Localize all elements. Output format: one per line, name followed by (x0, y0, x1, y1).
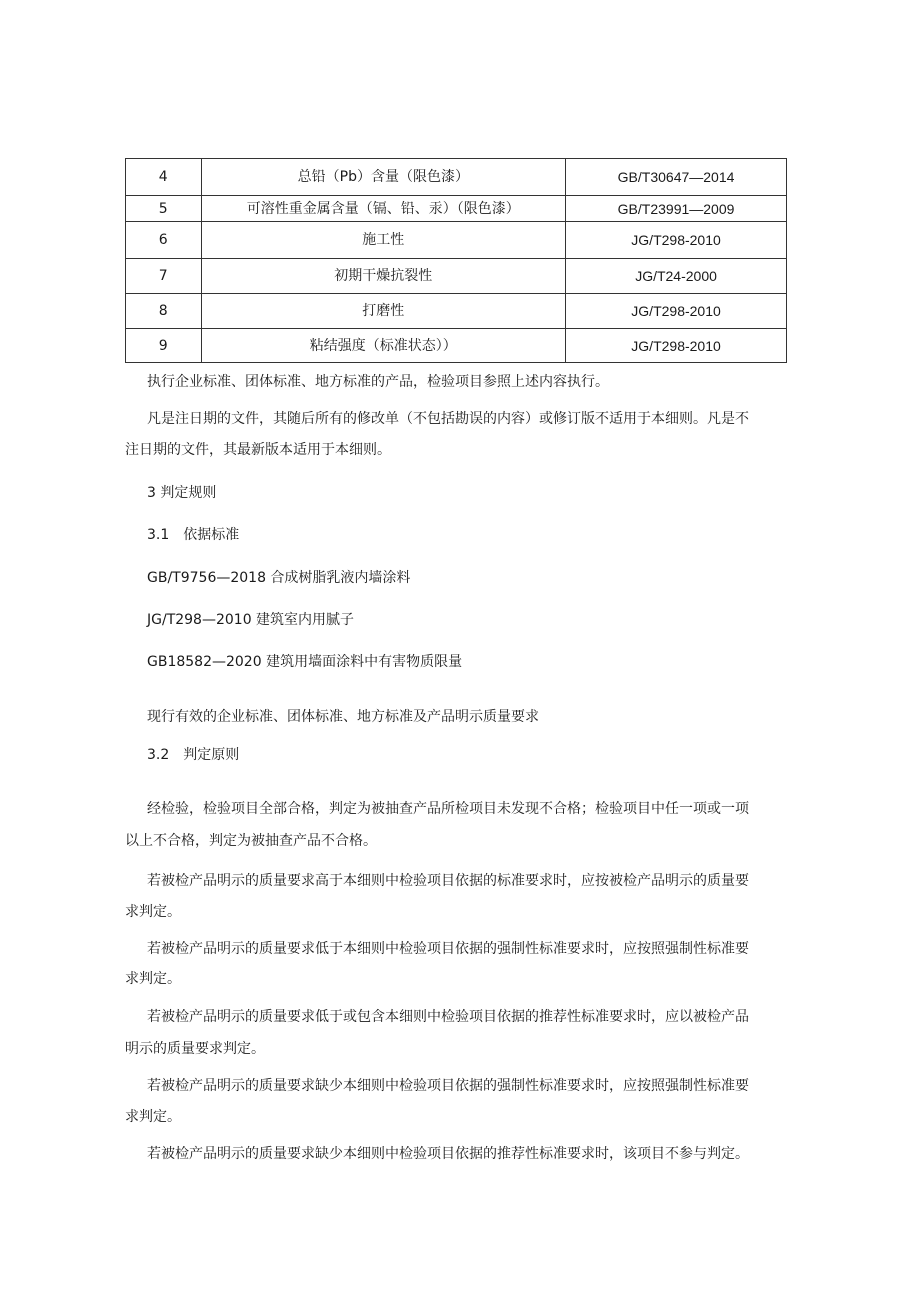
item-name: 施工性 (201, 222, 566, 259)
standard-reference: GB/T9756—2018 合成树脂乳液内墙涂料 (147, 570, 411, 586)
table-row (126, 259, 787, 294)
rule-line: 若被检产品明示的质量要求高于本细则中检验项目依据的标准要求时，应按被检产品明示的质量要 (147, 873, 749, 889)
row-number: 7 (126, 259, 202, 294)
standard-code: JG/T298-2010 (566, 329, 787, 363)
standard-reference: GB18582—2020 建筑用墙面涂料中有害物质限量 (147, 654, 463, 670)
table-row (126, 159, 787, 196)
item-name: 可溶性重金属含量（镉、铅、汞）（限色漆） (201, 196, 566, 222)
rule-line: 明示的质量要求判定。 (125, 1041, 265, 1057)
rule-line: 经检验，检验项目全部合格，判定为被抽查产品所检项目未发现不合格；检验项目中任一项或一项 (147, 801, 749, 817)
standard-code: JG/T24-2000 (566, 259, 787, 294)
item-name: 总铅（Pb）含量（限色漆） (201, 159, 566, 196)
rule-line: 求判定。 (125, 971, 181, 987)
item-name: 打磨性 (201, 294, 566, 329)
item-name: 粘结强度（标准状态）） (201, 329, 566, 363)
note-paragraph-line: 凡是注日期的文件，其随后所有的修改单（不包括勘误的内容）或修订版不适用于本细则。凡是不 (147, 411, 749, 427)
note-paragraph: 执行企业标准、团体标准、地方标准的产品，检验项目参照上述内容执行。 (147, 374, 609, 390)
note-paragraph-line: 注日期的文件，其最新版本适用于本细则。 (125, 442, 391, 458)
standard-code: JG/T298-2010 (566, 294, 787, 329)
rule-line: 若被检产品明示的质量要求低于本细则中检验项目依据的强制性标准要求时，应按照强制性标准要 (147, 941, 749, 957)
rule-line: 以上不合格，判定为被抽查产品不合格。 (125, 833, 377, 849)
inspection-items-table (125, 158, 787, 363)
table-row (126, 294, 787, 329)
row-number: 4 (126, 159, 202, 196)
rule-line: 若被检产品明示的质量要求缺少本细则中检验项目依据的推荐性标准要求时，该项目不参与判定。 (147, 1146, 749, 1162)
standard-reference: 现行有效的企业标准、团体标准、地方标准及产品明示质量要求 (147, 709, 539, 725)
table-row (126, 329, 787, 363)
row-number: 5 (126, 196, 202, 222)
subsection-heading: 3.2 判定原则 (147, 747, 240, 763)
standard-code: GB/T23991—2009 (566, 196, 787, 222)
table-row (126, 222, 787, 259)
standard-code: GB/T30647—2014 (566, 159, 787, 196)
table-row (126, 196, 787, 222)
rule-line: 若被检产品明示的质量要求缺少本细则中检验项目依据的强制性标准要求时，应按照强制性标准要 (147, 1078, 749, 1094)
row-number: 6 (126, 222, 202, 259)
standard-code: JG/T298-2010 (566, 222, 787, 259)
standard-reference: JG/T298—2010 建筑室内用腻子 (147, 612, 355, 628)
row-number: 9 (126, 329, 202, 363)
rule-line: 若被检产品明示的质量要求低于或包含本细则中检验项目依据的推荐性标准要求时，应以被检产品 (147, 1009, 749, 1025)
subsection-heading: 3.1 依据标准 (147, 527, 240, 543)
row-number: 8 (126, 294, 202, 329)
section-heading: 3 判定规则 (147, 485, 217, 501)
rule-line: 求判定。 (125, 1109, 181, 1125)
item-name: 初期干燥抗裂性 (201, 259, 566, 294)
rule-line: 求判定。 (125, 904, 181, 920)
